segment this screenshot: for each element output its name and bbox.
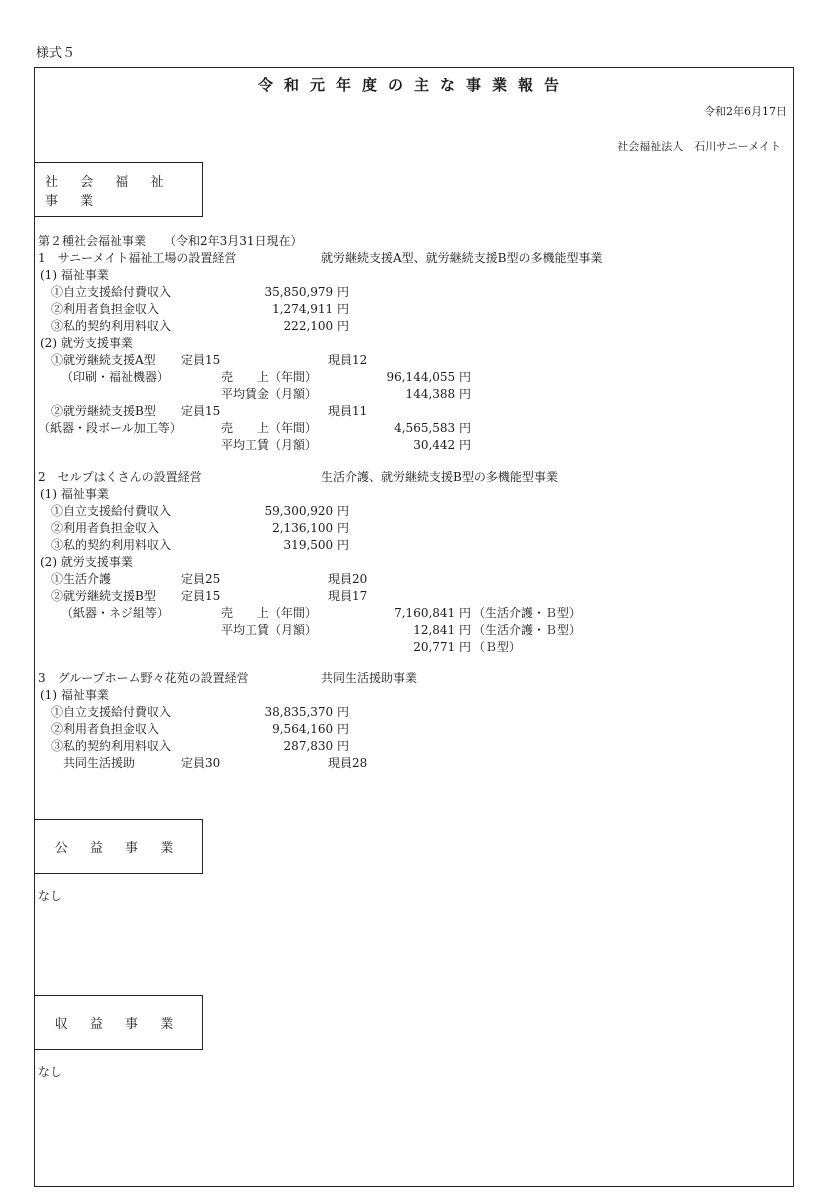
organization-name: 社会福祉法人 石川サニーメイト [617, 140, 781, 153]
income-amount: 1,274,911 円 [272, 302, 349, 316]
social-welfare-heading: 社 会 福 祉 事 業 [35, 162, 203, 217]
income-label: ③私的契約利用料収入 [51, 739, 172, 753]
b-type2-name: ②就労継続支援B型 [51, 589, 156, 603]
a-type-wage-label: 平均賃金（月額） [221, 387, 318, 401]
a-type-wage: 144,388 円 [405, 387, 471, 401]
project3-desc: 共同生活援助事業 [321, 671, 418, 685]
income-label: ②利用者負担金収入 [51, 302, 160, 316]
a-type-capacity: 定員15 [181, 353, 221, 367]
income-label: ①自立支援給付費収入 [51, 504, 172, 518]
income-label: ②利用者負担金収入 [51, 722, 160, 736]
care-current: 現員20 [328, 572, 368, 586]
gh-current: 現員28 [328, 756, 368, 770]
form-number-label: 様式５ [36, 46, 76, 61]
report-title: 令和元年度の主な事業報告 [257, 76, 570, 94]
b-type-current: 現員11 [328, 404, 368, 418]
a-type-name: ①就労継続支援A型 [51, 353, 156, 367]
project3-welfare-label: (1) 福祉事業 [40, 688, 109, 702]
gh-capacity: 定員30 [181, 756, 221, 770]
income-amount: 287,830 円 [283, 739, 349, 753]
b-type2-wage-label: 平均工賃（月額） [221, 623, 318, 637]
project1-title: 1 サニーメイト福祉工場の設置経営 [38, 251, 237, 265]
b-type-wage-label: 平均工賃（月額） [221, 438, 318, 452]
b-type-wage: 30,442 円 [413, 438, 471, 452]
b-type-sales: 4,565,583 円 [394, 421, 471, 435]
income-amount: 59,300,920 円 [264, 504, 349, 518]
a-type-current: 現員12 [328, 353, 368, 367]
project1-desc: 就労継続支援A型、就労継続支援B型の多機能型事業 [321, 251, 603, 265]
care-name: ①生活介護 [51, 572, 112, 586]
project1-support-label: (2) 就労支援事業 [40, 336, 133, 350]
care-capacity: 定員25 [181, 572, 221, 586]
gh-name: 共同生活援助 [63, 756, 136, 770]
b-type-capacity: 定員15 [181, 404, 221, 418]
project2-title: 2 セルプはくさんの設置経営 [38, 470, 202, 484]
income-label: ②利用者負担金収入 [51, 521, 160, 535]
income-amount: 35,850,979 円 [264, 285, 349, 299]
project2-support-label: (2) 就労支援事業 [40, 555, 133, 569]
b-type-name: ②就労継続支援B型 [51, 404, 156, 418]
b-type2-capacity: 定員15 [181, 589, 221, 603]
b-type2-wage-b: 20,771 円 [413, 640, 471, 654]
b-type2-wage: 12,841 円 [413, 623, 471, 637]
social-intro: 第２種社会福祉事業 （令和2年3月31日現在） [38, 234, 303, 248]
a-type-sub: （印刷・福祉機器） [61, 370, 170, 384]
income-label: ③私的契約利用料収入 [51, 538, 172, 552]
project1-welfare-label: (1) 福祉事業 [40, 268, 109, 282]
a-type-sales: 96,144,055 円 [386, 370, 471, 384]
b-type2-sales-note: （生活介護・Ｂ型） [473, 606, 582, 620]
a-type-sales-label: 売 上（年間） [221, 370, 318, 384]
project3-title: 3 グループホーム野々花苑の設置経営 [38, 671, 249, 685]
b-type2-sales-label: 売 上（年間） [221, 606, 318, 620]
income-label: ①自立支援給付費収入 [51, 705, 172, 719]
b-type2-sub: （紙器・ネジ組等） [61, 606, 170, 620]
income-amount: 38,835,370 円 [264, 705, 349, 719]
b-type2-wage-note: （生活介護・Ｂ型） [473, 623, 582, 637]
b-type2-wage-b-note: （Ｂ型） [473, 640, 522, 654]
project2-welfare-label: (1) 福祉事業 [40, 487, 109, 501]
income-amount: 222,100 円 [283, 319, 349, 333]
b-type2-current: 現員17 [328, 589, 368, 603]
public-interest-body: なし [38, 889, 63, 903]
income-label: ③私的契約利用料収入 [51, 319, 172, 333]
income-amount: 2,136,100 円 [272, 521, 349, 535]
report-frame [34, 67, 794, 1187]
income-amount: 9,564,160 円 [272, 722, 349, 736]
b-type2-sales: 7,160,841 円 [394, 606, 471, 620]
b-type-sub: （紙器・段ボール加工等） [38, 421, 182, 435]
profit-business-heading: 収 益 事 業 [35, 995, 203, 1050]
b-type-sales-label: 売 上（年間） [221, 421, 318, 435]
public-interest-heading: 公 益 事 業 [35, 819, 203, 874]
income-amount: 319,500 円 [283, 538, 349, 552]
income-label: ①自立支援給付費収入 [51, 285, 172, 299]
profit-business-body: なし [38, 1065, 63, 1079]
project2-desc: 生活介護、就労継続支援B型の多機能型事業 [321, 470, 558, 484]
report-date: 令和2年6月17日 [704, 105, 787, 118]
